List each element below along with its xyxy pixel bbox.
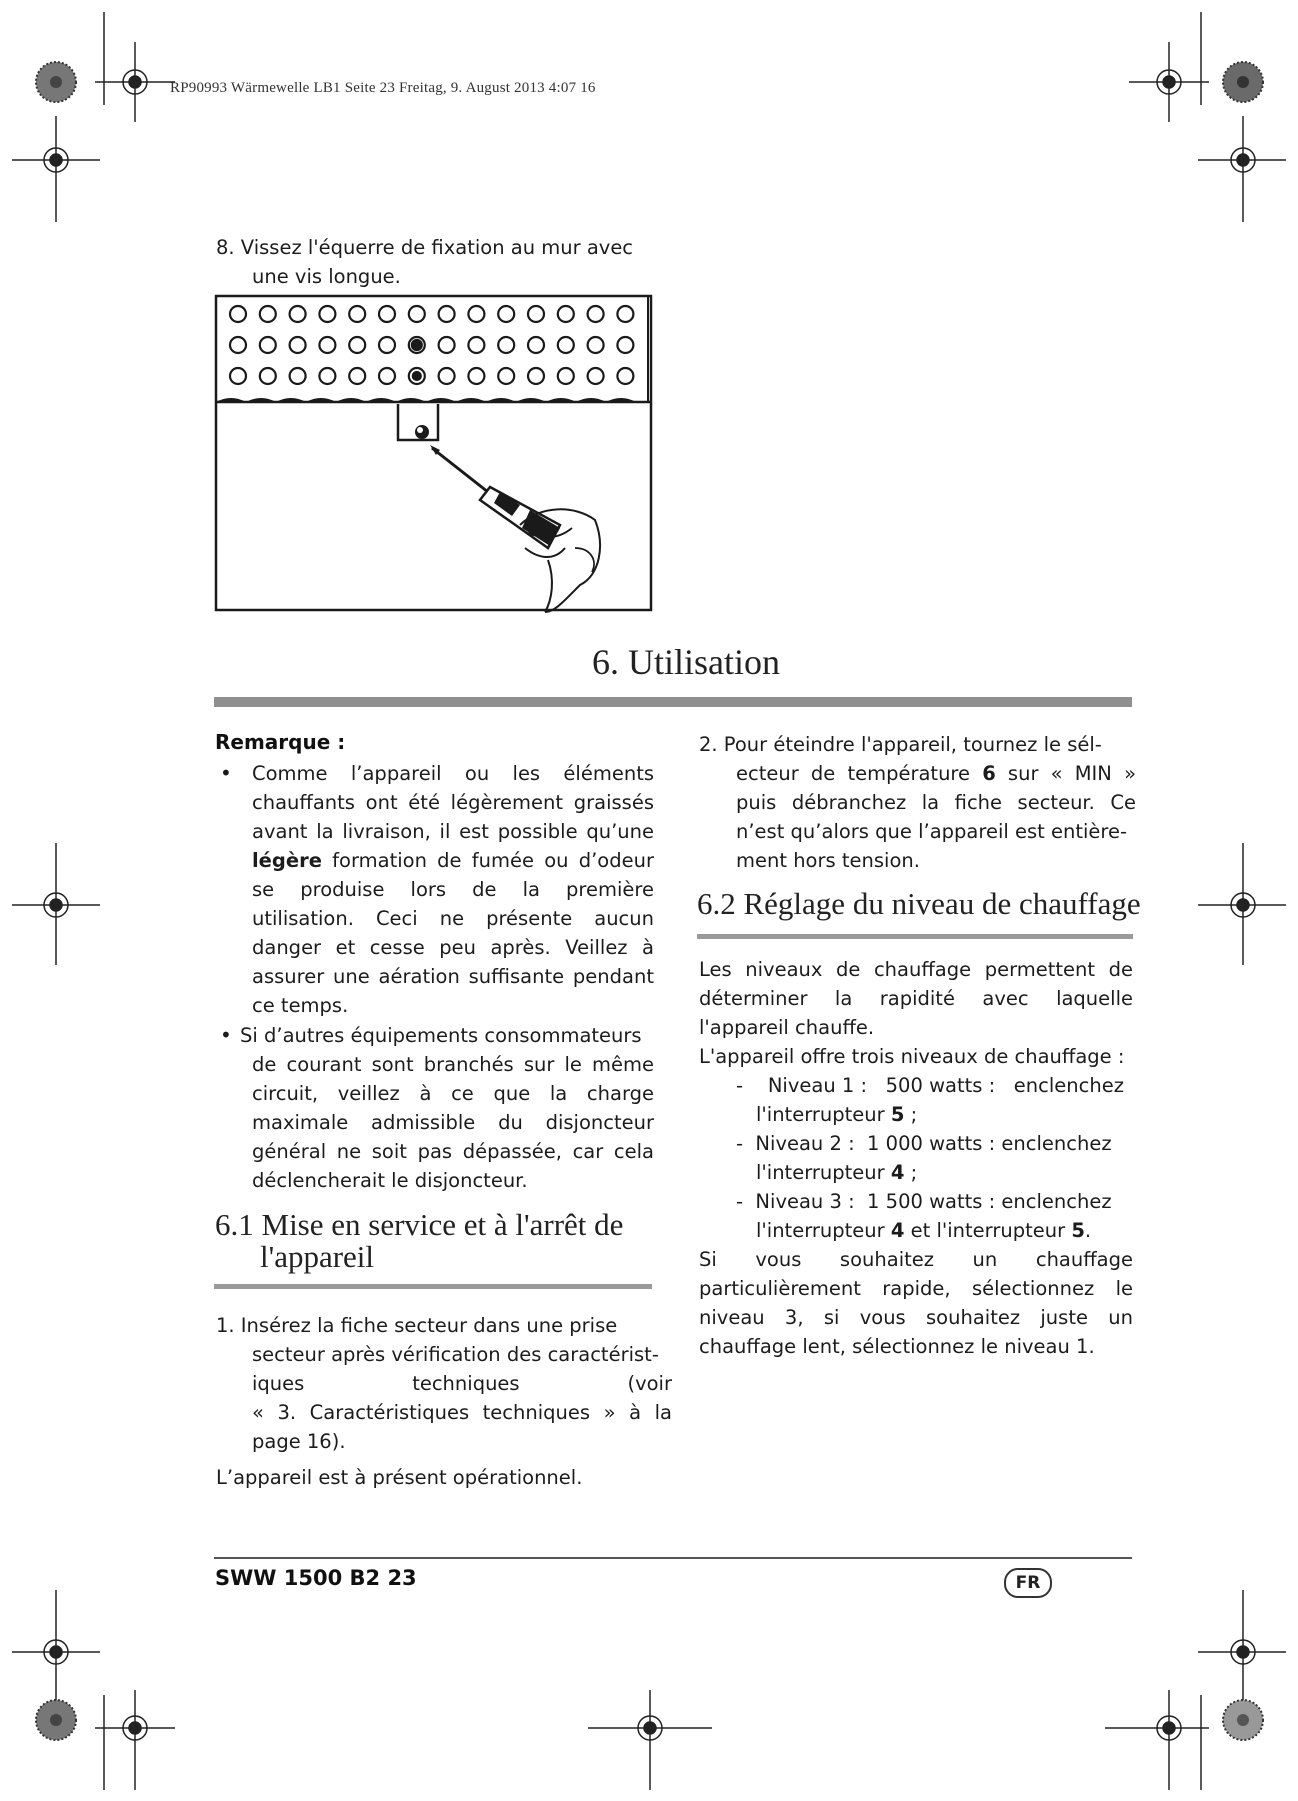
remarque-b2-line: déclencherait le disjoncteur. [252, 1169, 528, 1192]
bold-word: légère [252, 849, 322, 872]
screw-head [412, 340, 422, 350]
level-2-line: - Niveau 2 : 1 000 watts : enclenchez [736, 1132, 1112, 1155]
registration-mark-icon [12, 116, 100, 222]
remarque-b2-line: Si d’autres équipements consommateurs [240, 1024, 642, 1047]
bold-number: 5 [890, 1103, 905, 1126]
registration-mark-icon [1129, 42, 1209, 122]
switch-text: l'interrupteur [756, 1103, 891, 1126]
registration-mark-icon [588, 1690, 712, 1790]
level-3-line: - Niveau 3 : 1 500 watts : enclenchez [736, 1190, 1112, 1213]
screw-head [413, 372, 421, 380]
remarque-b1-line [252, 846, 654, 875]
switch-text: ; [904, 1161, 918, 1184]
section-6-2-closing: particulièrement rapide, sélectionnez le [699, 1277, 1133, 1300]
operational-text: L’appareil est à présent opérationnel. [216, 1466, 583, 1489]
remarque-b1-line: avant la livraison, il est possible qu’une [252, 820, 654, 843]
step-1-line: « 3. Caractéristiques techniques » à la [252, 1401, 672, 1424]
remarque-b1-line-rest: formation de fumée ou d’odeur [321, 849, 654, 872]
registration-mark-icon [1198, 116, 1286, 222]
section-6-2-intro: déterminer la rapidité avec laquelle [699, 987, 1133, 1010]
switch-text: . [1084, 1219, 1092, 1242]
remarque-b1-line: ce temps. [252, 994, 349, 1017]
remarque-b1-line: danger et cesse peu après. Veillez à [252, 936, 654, 959]
remarque-b2-line: maximale admissible du disjoncteur [252, 1111, 654, 1134]
level-2-switch [756, 1158, 917, 1187]
section-6-2-title: 6.2 Réglage du niveau de chauffage [697, 886, 1141, 921]
step-8-line-1: 8. Vissez l'équerre de fixation au mur avec [216, 236, 634, 259]
switch-text: et l'interrupteur [904, 1219, 1072, 1242]
color-wheel-icon [1223, 62, 1263, 102]
section-6-2-closing: chauffage lent, sélectionnez le niveau 1. [699, 1335, 1095, 1358]
step-1-line: iques techniques (voir [252, 1372, 672, 1395]
remarque-b1-line: chauffants ont été légèrement graissés [252, 791, 654, 814]
switch-text: ; [904, 1103, 918, 1126]
color-wheel-icon [36, 1700, 76, 1740]
step-1-line: page 16). [252, 1430, 346, 1453]
print-header: RP90993 Wärmewelle LB1 Seite 23 Freitag, 9. August 2013 4:07 16 [170, 80, 596, 96]
bullet-dot: • [220, 761, 232, 785]
level-3-switch [756, 1216, 1091, 1245]
step-2-post: sur « MIN » [995, 762, 1136, 785]
remarque-b1-line: assurer une aération suffisante pendant [252, 965, 654, 988]
step-2-line: n’est qu’alors que l’appareil est entière- [736, 820, 1128, 843]
section-6-2-closing: Si vous souhaitez un chauffage [699, 1248, 1133, 1271]
remarque-b1-line: se produise lors de la première [252, 878, 654, 901]
remarque-b1-line: Comme l’appareil ou les éléments [252, 762, 654, 785]
bullet-dot: • [220, 1023, 232, 1047]
remarque-b2-line: général ne soit pas dépassée, car cela [252, 1140, 654, 1163]
remarque-b2-line: de courant sont branchés sur le même [252, 1053, 654, 1076]
remarque-b2-line: circuit, veillez à ce que la charge [252, 1082, 654, 1105]
step-2-line: puis débranchez la fiche secteur. Ce [736, 791, 1136, 814]
step-2-line: 2. Pour éteindre l'appareil, tournez le sél- [699, 733, 1102, 756]
section-6-1-title: 6.1 Mise en service et à l'arrêt de [215, 1207, 624, 1242]
color-wheel-icon [1223, 1700, 1263, 1740]
section-6-2-intro: l'appareil chauffe. [699, 1016, 875, 1039]
section-6-1-title-cont: l'appareil [260, 1239, 375, 1274]
remarque-b1-line: utilisation. Ceci ne présente aucun [252, 907, 654, 930]
step-2-line: ment hors tension. [736, 849, 920, 872]
registration-mark-icon [95, 1690, 175, 1790]
section-6-2-rule [697, 934, 1133, 939]
bold-number: 4 [890, 1219, 905, 1242]
switch-text: l'interrupteur [756, 1219, 891, 1242]
switch-text: l'interrupteur [756, 1161, 891, 1184]
color-wheel-icon [36, 62, 76, 102]
step-8-line-2: une vis longue. [252, 265, 401, 288]
footer-model-page: SWW 1500 B2 23 [215, 1566, 417, 1590]
levels-intro: L'appareil offre trois niveaux de chauffage : [699, 1045, 1125, 1068]
registration-mark-icon [1105, 1690, 1209, 1790]
remarque-heading: Remarque : [215, 730, 346, 754]
registration-mark-icon [95, 42, 175, 122]
section-6-2-closing: niveau 3, si vous souhaitez juste un [699, 1306, 1133, 1329]
chapter-title: 6. Utilisation [592, 642, 780, 682]
bold-number: 4 [890, 1161, 905, 1184]
step-2-pre: ecteur de température [736, 762, 983, 785]
level-1-line: - Niveau 1 : 500 watts : enclenchez [736, 1074, 1124, 1097]
bold-number: 5 [1071, 1219, 1085, 1242]
level-1-switch [756, 1100, 917, 1129]
footer-rule [214, 1557, 1132, 1559]
chapter-rule [214, 697, 1132, 707]
language-badge: FR [1004, 1568, 1052, 1598]
section-6-2-intro: Les niveaux de chauffage permettent de [699, 958, 1133, 981]
mounting-illustration [216, 296, 651, 612]
section-6-1-rule [214, 1284, 652, 1289]
registration-mark-icon [12, 843, 100, 965]
registration-mark-icon [12, 1590, 100, 1700]
bold-number: 6 [982, 762, 996, 785]
step-1-line: 1. Insérez la fiche secteur dans une prise [216, 1314, 618, 1337]
step-1-line: secteur après vérification des caractérist- [252, 1343, 659, 1366]
registration-mark-icon [1198, 843, 1286, 965]
registration-mark-icon [1198, 1590, 1286, 1700]
step-2-line [736, 759, 1136, 788]
